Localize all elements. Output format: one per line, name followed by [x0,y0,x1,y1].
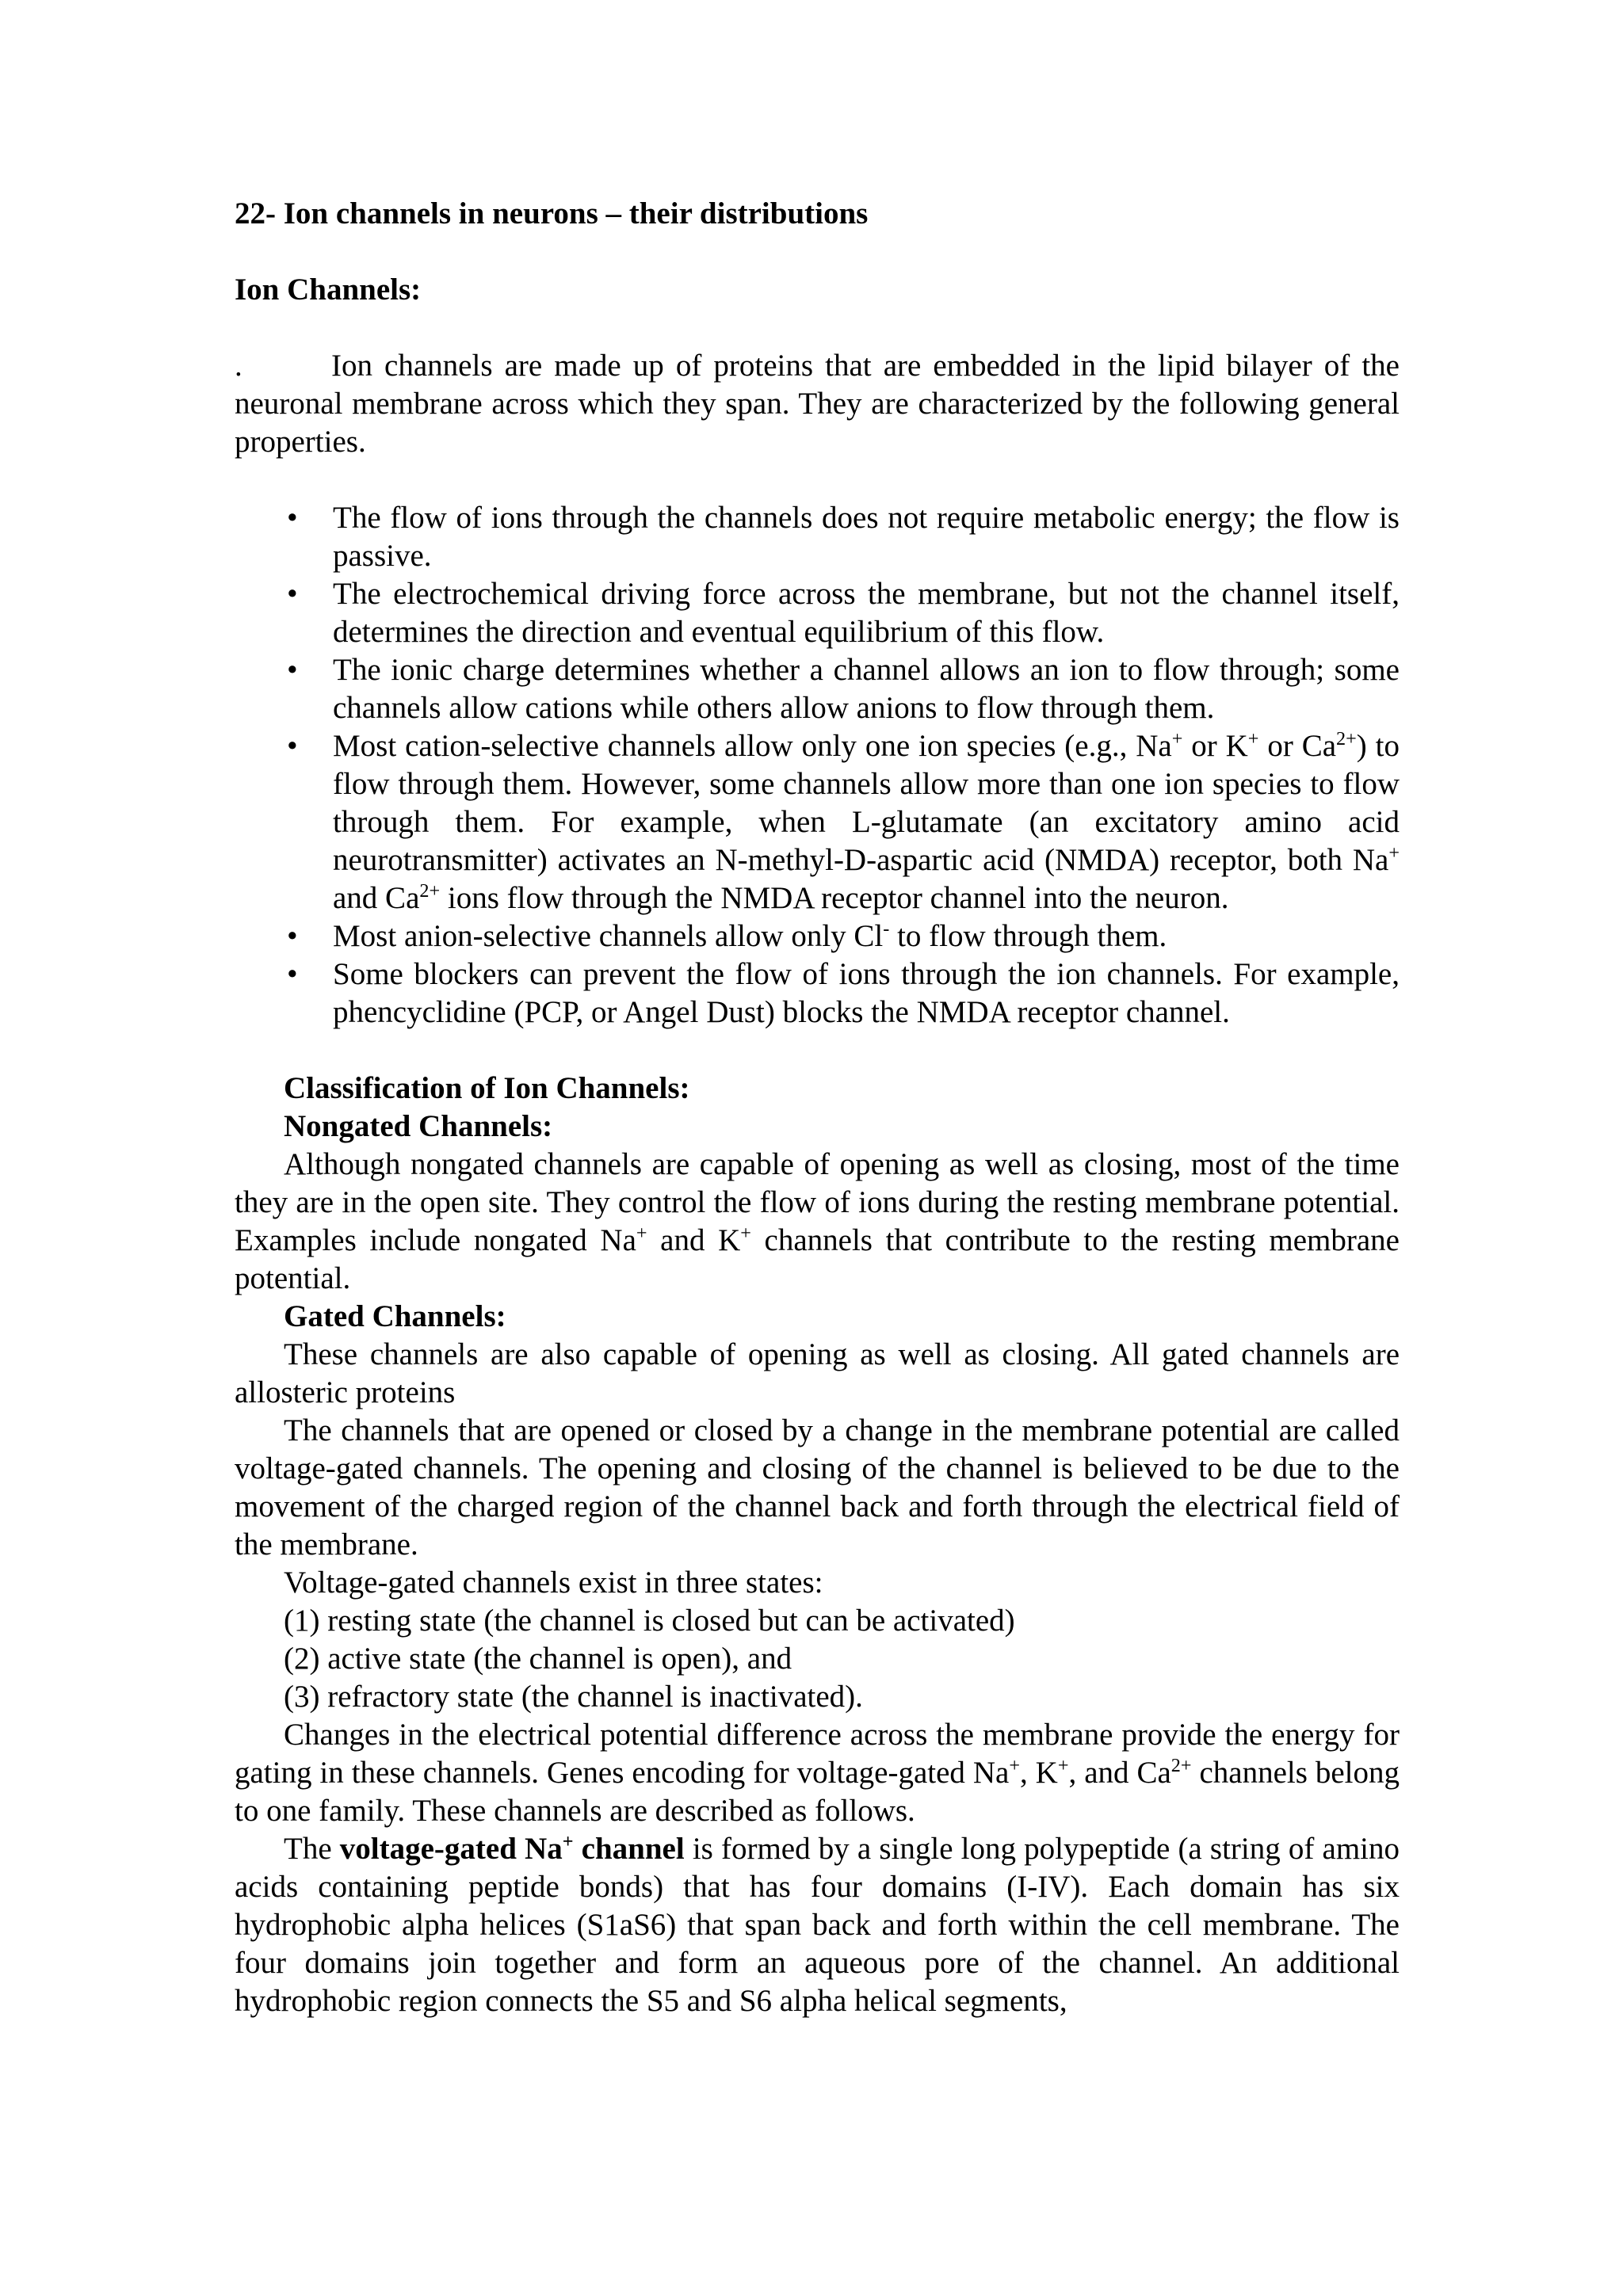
superscript: + [1057,1755,1069,1776]
text-run: Changes in the electrical potential difference across the membrane provide the energy for gating in these channels. Genes encoding for voltage-gated Na [235,1718,1400,1790]
nongated-paragraph [235,1146,1400,1298]
superscript: + [1171,728,1183,749]
list-item-text [333,919,1167,953]
text-run: , and Ca [1068,1756,1171,1790]
superscript: 2+ [1336,728,1357,749]
superscript: + [1388,842,1400,864]
superscript: - [883,918,890,940]
list-item [235,917,1400,955]
list-item [235,499,1400,575]
bullet-icon: • [287,501,298,535]
list-item-text: The electrochemical driving force across the membrane, but not the channel itself, determines the direction and eventual equilibrium of this flow. [333,577,1400,649]
list-item-text: The ionic charge determines whether a channel allows an ion to flow through; some channels allow cations while others allow anions to flow through them. [333,653,1400,725]
list-item [235,727,1400,917]
text-run: channel [573,1832,685,1866]
nongated-heading: Nongated Channels: [284,1109,553,1143]
bold-term [340,1832,685,1866]
text-run: ) to flow through them. However, some channels allow more than one ion species to flow through them. For example, when L-glutamate (an excitatory amino acid neurotransmitter) activates an N-methyl-D-aspartic acid (NMDA) receptor, both Na [333,729,1400,877]
superscript: + [636,1222,647,1244]
sodium-channel-paragraph [235,1830,1400,2020]
superscript: + [1009,1755,1020,1776]
intro-paragraph [235,347,1400,461]
text-run: and K [647,1223,741,1257]
intro-mark: . [235,349,242,383]
list-item [235,955,1400,1032]
gated-paragraph-2: The channels that are opened or closed by a change in the membrane potential are called voltage-gated channels. The opening and closing of the channel is believed to be due to the movement of the charged region of the channel back and forth through the electrical field of the membrane. [235,1413,1400,1562]
list-item-text: Some blockers can prevent the flow of ions through the ion channels. For example, phencyclidine (PCP, or Angel Dust) blocks the NMDA receptor channel. [333,957,1400,1029]
superscript: + [562,1831,574,1852]
bullet-icon: • [287,919,298,953]
intro-text: Ion channels are made up of proteins that are embedded in the lipid bilayer of the neuronal membrane across which they span. They are characterized by the following general properties. [235,349,1400,459]
gated-heading: Gated Channels: [284,1299,506,1333]
list-item-text [333,729,1400,915]
text-run: is formed by a single long polypeptide (a string of amino acids containing peptide bonds) that has four domains (I-IV). Each domain has six hydrophobic alpha helices (S1aS6) that span back and forth within the cell membrane. The four domains join together and form an aqueous pore of the channel. An additional hydrophobic region connects the S5 and S6 alpha helical segments, [235,1832,1400,2018]
state-item: (1) resting state (the channel is closed but can be activated) [284,1604,1015,1638]
page-content [235,195,1400,2020]
text-run: Most anion-selective channels allow only Cl [333,919,884,953]
text-run: Most cation-selective channels allow only one ion species (e.g., Na [333,729,1172,763]
list-item-text: The flow of ions through the channels does not require metabolic energy; the flow is passive. [333,501,1400,573]
text-run: ions flow through the NMDA receptor channel into the neuron. [440,881,1229,915]
bullet-icon: • [287,653,298,687]
classification-heading: Classification of Ion Channels: [284,1071,690,1105]
superscript: + [740,1222,751,1244]
text-run: The [284,1832,340,1866]
changes-paragraph [235,1716,1400,1830]
superscript: + [1247,728,1259,749]
text-run: or Ca [1258,729,1337,763]
bullet-icon: • [287,957,298,991]
list-item [235,575,1400,651]
superscript: 2+ [1170,1755,1192,1776]
states-intro: Voltage-gated channels exist in three states: [284,1566,823,1600]
properties-list [235,499,1400,1032]
text-run: to flow through them. [889,919,1167,953]
list-item [235,651,1400,727]
gated-paragraph-1: These channels are also capable of opening as well as closing. All gated channels are allosteric proteins [235,1337,1400,1409]
state-item: (3) refractory state (the channel is inactivated). [284,1680,863,1714]
text-run: channels belong to one family. These channels are described as follows. [235,1756,1400,1828]
text-run: or K [1182,729,1248,763]
text-run: and Ca [333,881,420,915]
text-run: , K [1019,1756,1058,1790]
bullet-icon: • [287,729,298,763]
ion-channels-heading: Ion Channels: [235,273,422,307]
state-item: (2) active state (the channel is open), and [284,1642,792,1676]
bullet-icon: • [287,577,298,611]
text-run: channels that contribute to the resting membrane potential. [235,1223,1400,1295]
document-title: 22- Ion channels in neurons – their distributions [235,196,869,231]
text-run: voltage-gated Na [339,1832,563,1866]
superscript: 2+ [419,880,441,902]
text-run: Although nongated channels are capable of opening as well as closing, most of the time they are in the open site. They control the flow of ions during the resting membrane potential. Examples include nongated Na [235,1147,1400,1257]
